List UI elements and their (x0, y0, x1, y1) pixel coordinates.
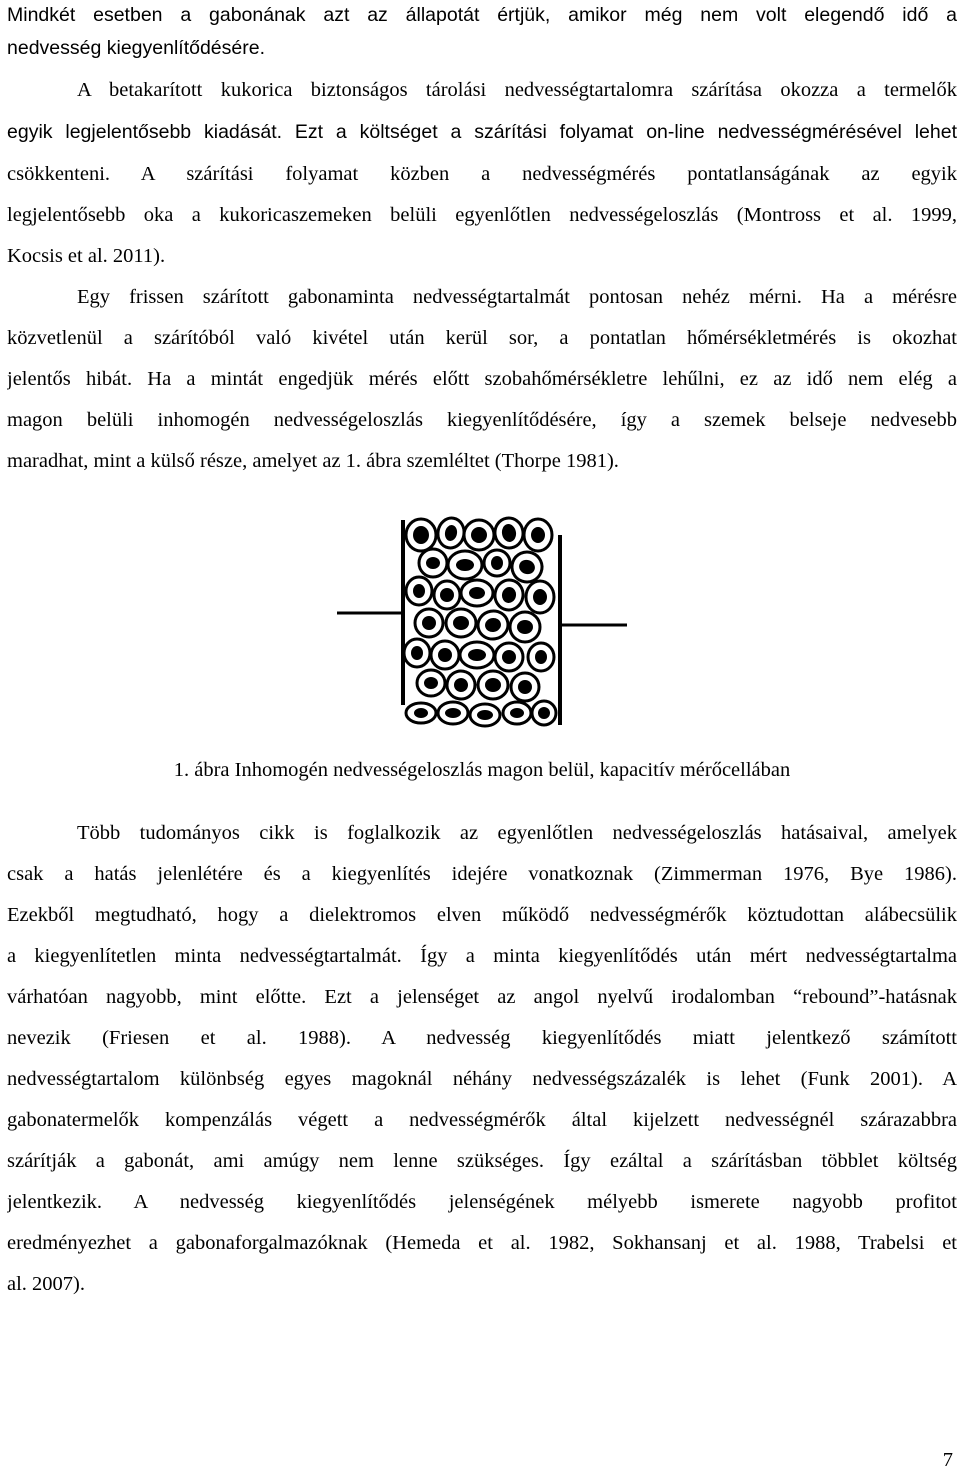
kernel-wet-core (422, 616, 436, 630)
kernel-wet-core (485, 678, 501, 692)
kernel-wet-core (477, 710, 493, 720)
kernel (419, 549, 447, 577)
kernel-wet-core (438, 648, 452, 662)
text-line: magon belüli inhomogén nedvességeloszlás kiegyenlítődésére, így a szemek belseje nedvesebb (7, 409, 957, 431)
grain-kernels-diagram (337, 515, 627, 730)
text-line: a kiegyenlítetlen minta nedvességtartalmát. Így a minta kiegyenlítődés után mért nedvességtartalma (7, 945, 957, 967)
text-line: Több tudományos cikk is foglalkozik az egyenlőtlen nedvességeloszlás hatásaival, amelyek (77, 822, 957, 844)
kernel (446, 609, 476, 637)
text-line: közvetlenül a szárítóból való kivétel után kerül sor, a pontatlan hőmérsékletmérés is okozhat (7, 327, 957, 349)
text-line: Egy frissen szárított gabonaminta nedvességtartalmát pontosan nehéz mérni. Ha a mérésre (77, 286, 957, 308)
kernel (431, 641, 459, 669)
kernel-wet-core (424, 677, 438, 689)
text-line: nevezik (Friesen et al. 1988). A nedvesség kiegyenlítődés miatt jelentkező számított (7, 1027, 957, 1049)
kernel-wet-core (535, 650, 547, 664)
kernel (528, 643, 554, 671)
kernel (478, 671, 508, 699)
kernel-wet-core (538, 707, 550, 719)
kernel (415, 609, 443, 637)
text-line: eredményezhet a gabonaforgalmazóknak (Hemeda et al. 1982, Sokhansanj et al. 1988, Trabelsi et (7, 1232, 957, 1254)
kernel (526, 581, 554, 613)
text-line: maradhat, mint a külső része, amelyet az 1. ábra szemléltet (Thorpe 1981). (7, 450, 619, 472)
kernel (493, 578, 526, 612)
text-line: nedvesség kiegyenlítődésére. (7, 37, 266, 59)
kernel-wet-core (413, 584, 425, 598)
kernel-wet-core (469, 587, 485, 599)
text-line: Kocsis et al. 2011). (7, 245, 166, 267)
kernel (436, 516, 467, 550)
kernel (406, 519, 436, 551)
text-line: jelentős hibát. Ha a mintát engedjük mérés előtt szobahőmérsékletre lehűlni, ez az idő nem elég a (7, 368, 957, 390)
kernel-wet-core (426, 557, 440, 569)
kernel (503, 702, 531, 724)
kernel-wet-core (445, 708, 461, 718)
kernel-wet-core (414, 708, 428, 718)
kernel (510, 612, 540, 642)
kernel-wet-core (411, 646, 423, 660)
kernel (406, 703, 436, 723)
figure-caption: 1. ábra Inhomogén nedvességeloszlás magon belül, kapacitív mérőcellában (173, 759, 791, 781)
kernel (417, 670, 445, 696)
kernel-wet-core (533, 589, 547, 605)
text-line: szárítják a gabonát, ami amúgy nem lenne szükséges. Így ezáltal a szárításban többlet költség (7, 1150, 957, 1172)
kernel-wet-core (471, 527, 487, 543)
text-line: al. 2007). (7, 1273, 85, 1295)
kernel (434, 581, 460, 609)
text-line: Mindkét esetben a gabonának azt az állapotát értjük, amikor még nem volt elegendő idő a (7, 4, 957, 26)
kernel (448, 551, 482, 579)
text-line: csökkenteni. A szárítási folyamat közben a nedvességmérés pontatlanságának az egyik (7, 163, 957, 185)
text-line: A betakarított kukorica biztonságos tárolási nedvességtartalomra szárítása okozza a termelők (77, 79, 957, 101)
kernel (464, 520, 494, 550)
kernel-wet-core (517, 620, 533, 634)
page-number: 7 (942, 1449, 953, 1471)
text-line: várhatóan nagyobb, mint előtte. Ezt a jelenséget az angol nyelvű irodalomban “rebound”-hatásnak (7, 986, 957, 1008)
kernel (438, 702, 468, 724)
text-line: Ezekből megtudható, hogy a dielektromos elven működő nedvességmérők köztudottan alábecsülik (7, 904, 957, 926)
kernel (460, 642, 494, 668)
text-line: csak a hatás jelenlétére és a kiegyenlítés idejére vonatkoznak (Zimmerman 1976, Bye 1986). (7, 863, 957, 885)
kernel-wet-core (453, 616, 469, 630)
kernel-wet-core (456, 559, 474, 571)
kernel-wet-core (491, 556, 503, 570)
kernel (445, 669, 477, 701)
kernel (493, 516, 526, 550)
kernel (495, 643, 523, 671)
kernel (461, 580, 493, 606)
kernel (524, 519, 552, 551)
text-line: legjelentősebb oka a kukoricaszemeken belüli egyenlőtlen nedvességeloszlás (Montross et al. 1999, (7, 204, 957, 226)
text-line: gabonatermelők kompenzálás végett a nedvességmérők által kijelzett nedvességnél szárazabbra (7, 1109, 957, 1131)
kernel-wet-core (440, 588, 454, 602)
kernel (406, 577, 432, 605)
kernel (484, 550, 510, 576)
kernel-wet-core (531, 527, 545, 543)
kernel (404, 639, 430, 667)
kernel-wet-core (510, 708, 524, 718)
kernel (476, 609, 510, 642)
kernel-wet-core (502, 650, 516, 664)
text-line: nedvességtartalom különbség egyes magoknál néhány nedvességszázalék is lehet (Funk 2001). A (7, 1068, 957, 1090)
figure-moisture-cell-diagram (337, 515, 627, 730)
kernel-wet-core (413, 526, 429, 544)
kernel-wet-core (468, 649, 486, 661)
kernel (470, 704, 500, 726)
text-line: egyik legjelentősebb kiadását. Ezt a költséget a szárítási folyamat on-line nedvességmérésével lehet (7, 121, 957, 143)
kernels-group (404, 516, 556, 726)
kernel-wet-core (518, 680, 532, 694)
kernel (532, 701, 556, 725)
kernel (511, 673, 539, 701)
text-line: jelentkezik. A nedvesség kiegyenlítődés jelenségének mélyebb ismerete nagyobb profitot (7, 1191, 957, 1213)
